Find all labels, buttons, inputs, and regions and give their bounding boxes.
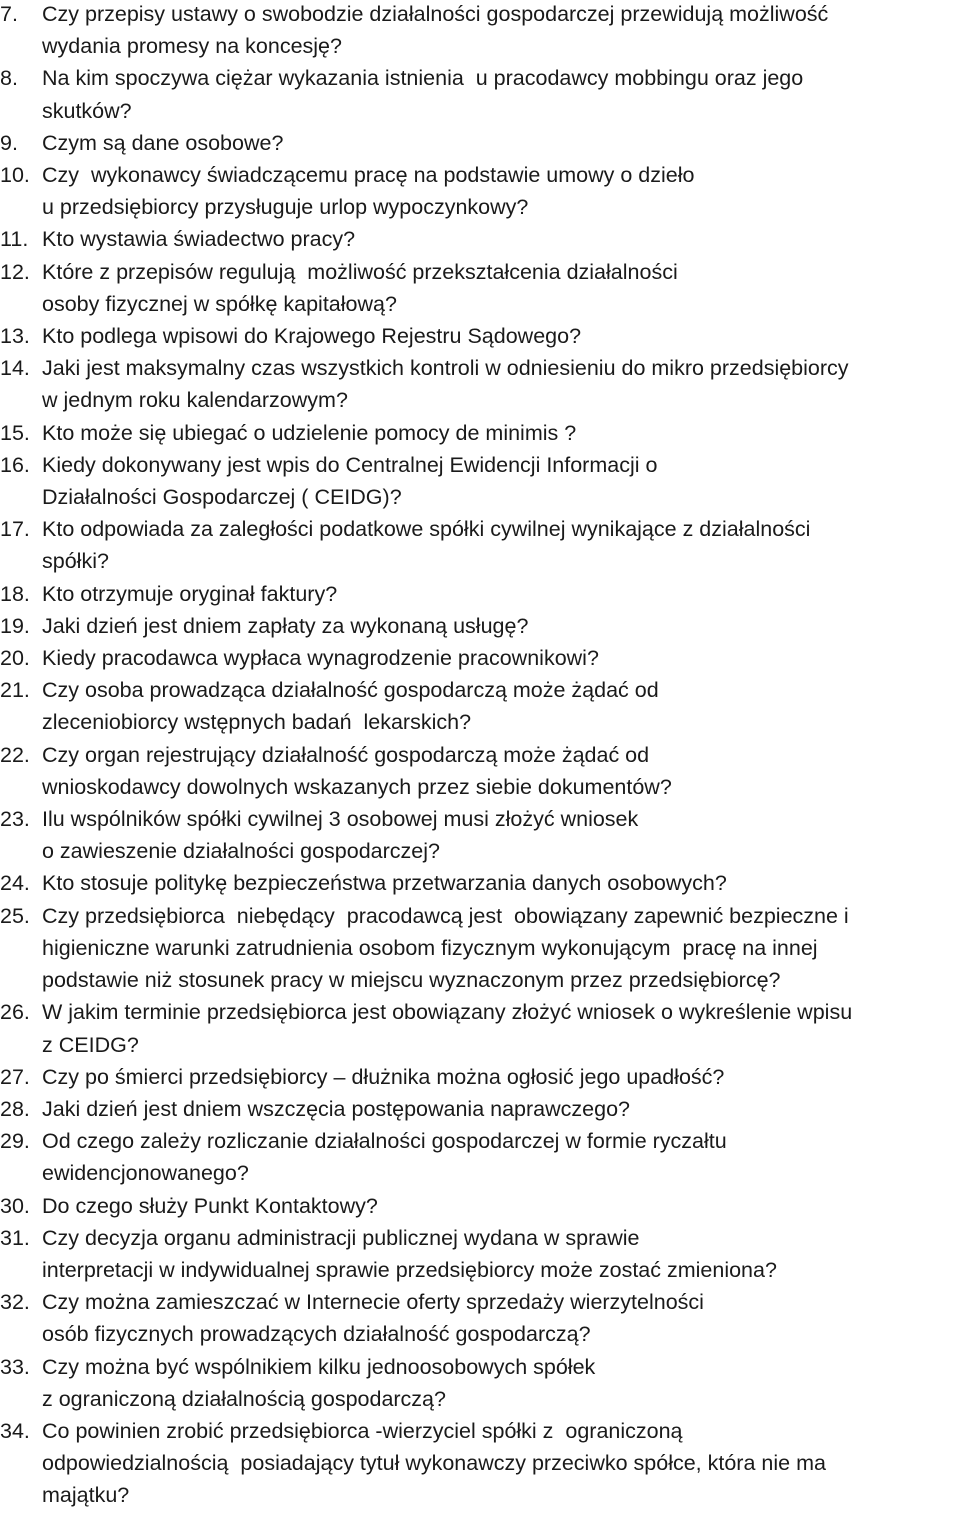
question-number: 22.	[0, 742, 30, 767]
question-number: 17.	[0, 517, 30, 542]
question-item	[0, 867, 960, 899]
question-number: 25.	[0, 903, 30, 928]
question-number: 32.	[0, 1290, 30, 1315]
question-item	[0, 1061, 960, 1093]
question-item	[0, 159, 960, 223]
question-item	[0, 642, 960, 674]
question-item	[0, 803, 960, 867]
question-item	[0, 256, 960, 320]
question-number: 8.	[0, 66, 18, 91]
question-item	[0, 127, 960, 159]
question-text: Kiedy dokonywany jest wpis do Centralnej Ewidencji Informacji o Działalności Gospodarczej ( CEIDG)?	[42, 452, 658, 510]
question-text: Czy można być wspólnikiem kilku jednoosobowych spółek z ograniczoną działalnością gospodarczą?	[42, 1354, 596, 1411]
question-number: 18.	[0, 581, 30, 606]
question-text: Które z przepisów regulują możliwość przekształcenia działalności osoby fizycznej w spółkę kapitałową?	[42, 259, 678, 316]
question-text: Kto wystawia świadectwo pracy?	[42, 227, 356, 252]
question-item	[0, 996, 960, 1060]
question-text: Kto stosuje politykę bezpieczeństwa przetwarzania danych osobowych?	[42, 871, 727, 896]
question-number: 20.	[0, 646, 30, 671]
question-text: Kto może się ubiegać o udzielenie pomocy de minimis ?	[42, 420, 577, 445]
question-number: 9.	[0, 130, 18, 155]
question-item	[0, 449, 960, 513]
question-number: 34.	[0, 1418, 30, 1443]
question-item	[0, 320, 960, 352]
question-number: 27.	[0, 1064, 30, 1089]
question-text: Czy decyzja organu administracji publicznej wydana w sprawie interpretacji w indywidualnej sprawie przedsiębiorcy może zostać zmieniona?	[42, 1225, 777, 1282]
question-text: Od czego zależy rozliczanie działalności gospodarczej w formie ryczałtu ewidencjonowanego?	[42, 1129, 727, 1186]
question-text: Czym są dane osobowe?	[42, 130, 284, 155]
question-number: 30.	[0, 1193, 30, 1218]
question-item	[0, 1286, 960, 1350]
question-text: Na kim spoczywa ciężar wykazania istnienia u pracodawcy mobbingu oraz jego skutków?	[42, 66, 804, 123]
question-number: 23.	[0, 807, 30, 832]
question-item	[0, 417, 960, 449]
question-item	[0, 674, 960, 738]
question-number: 11.	[0, 227, 29, 252]
question-number: 13.	[0, 324, 30, 349]
question-number: 26.	[0, 1000, 30, 1025]
question-number: 19.	[0, 613, 30, 638]
question-item	[0, 900, 960, 997]
question-item	[0, 1125, 960, 1189]
question-item	[0, 513, 960, 577]
question-text: Jaki dzień jest dniem zapłaty za wykonaną usługę?	[42, 613, 529, 638]
question-item	[0, 1190, 960, 1222]
question-number: 7.	[0, 2, 18, 26]
question-number: 28.	[0, 1096, 30, 1121]
question-number: 31.	[0, 1225, 30, 1250]
question-text: Kto podlega wpisowi do Krajowego Rejestru Sądowego?	[42, 324, 582, 349]
question-number: 33.	[0, 1354, 30, 1379]
question-text: Czy po śmierci przedsiębiorcy – dłużnika można ogłosić jego upadłość?	[42, 1064, 725, 1089]
question-text: Co powinien zrobić przedsiębiorca -wierzyciel spółki z ograniczoną odpowiedzialnością posiadający tytuł wykonawczy przeciwko spółce, która nie ma majątku?	[42, 1418, 826, 1508]
question-number: 12.	[0, 259, 30, 284]
question-item	[0, 578, 960, 610]
question-number: 21.	[0, 678, 30, 703]
question-text: Do czego służy Punkt Kontaktowy?	[42, 1193, 378, 1218]
question-text: Kto otrzymuje oryginał faktury?	[42, 581, 338, 606]
question-number: 10.	[0, 163, 30, 188]
question-number: 15.	[0, 420, 30, 445]
question-number: 24.	[0, 871, 30, 896]
question-text: Ilu wspólników spółki cywilnej 3 osobowej musi złożyć wniosek o zawieszenie działalności gospodarczej?	[42, 807, 639, 864]
question-text: Jaki dzień jest dniem wszczęcia postępowania naprawczego?	[42, 1096, 630, 1121]
question-text: Kiedy pracodawca wypłaca wynagrodzenie pracownikowi?	[42, 646, 599, 671]
question-text: Czy osoba prowadząca działalność gospodarczą może żądać od zleceniobiorcy wstępnych badań lekarskich?	[42, 678, 659, 735]
question-item	[0, 1415, 960, 1512]
question-text: Czy można zamieszczać w Internecie oferty sprzedaży wierzytelności osób fizycznych prowadzących działalność gospodarczą?	[42, 1290, 704, 1347]
question-item	[0, 1093, 960, 1125]
question-text: Jaki jest maksymalny czas wszystkich kontroli w odniesieniu do mikro przedsiębiorcy w jednym roku kalendarzowym?	[42, 356, 849, 413]
question-number: 14.	[0, 356, 30, 381]
question-item	[0, 0, 960, 62]
question-number: 16.	[0, 452, 30, 477]
question-item	[0, 352, 960, 416]
question-item	[0, 1222, 960, 1286]
question-text: Kto odpowiada za zaległości podatkowe spółki cywilnej wynikające z działalności spółki?	[42, 517, 811, 574]
question-item	[0, 223, 960, 255]
question-item	[0, 739, 960, 803]
question-text: W jakim terminie przedsiębiorca jest obowiązany złożyć wniosek o wykreślenie wpisu z CEIDG?	[42, 1000, 853, 1057]
question-item	[0, 1351, 960, 1415]
question-item	[0, 610, 960, 642]
question-item	[0, 62, 960, 126]
question-text: Czy przepisy ustawy o swobodzie działalności gospodarczej przewidują możliwość wydania promesy na koncesję?	[42, 2, 829, 59]
question-text: Czy organ rejestrujący działalność gospodarczą może żądać od wnioskodawcy dowolnych wskazanych przez siebie dokumentów?	[42, 742, 672, 799]
question-number: 29.	[0, 1129, 30, 1154]
question-text: Czy przedsiębiorca niebędący pracodawcą jest obowiązany zapewnić bezpieczne i higieniczne warunki zatrudnienia osobom fizycznym wykonującym pracę na innej podstawie niż stosunek pracy w miejscu wyznaczonym przez przedsiębiorcę?	[42, 903, 849, 993]
question-text: Czy wykonawcy świadczącemu pracę na podstawie umowy o dzieło u przedsiębiorcy przysługuje urlop wypoczynkowy?	[42, 163, 695, 220]
